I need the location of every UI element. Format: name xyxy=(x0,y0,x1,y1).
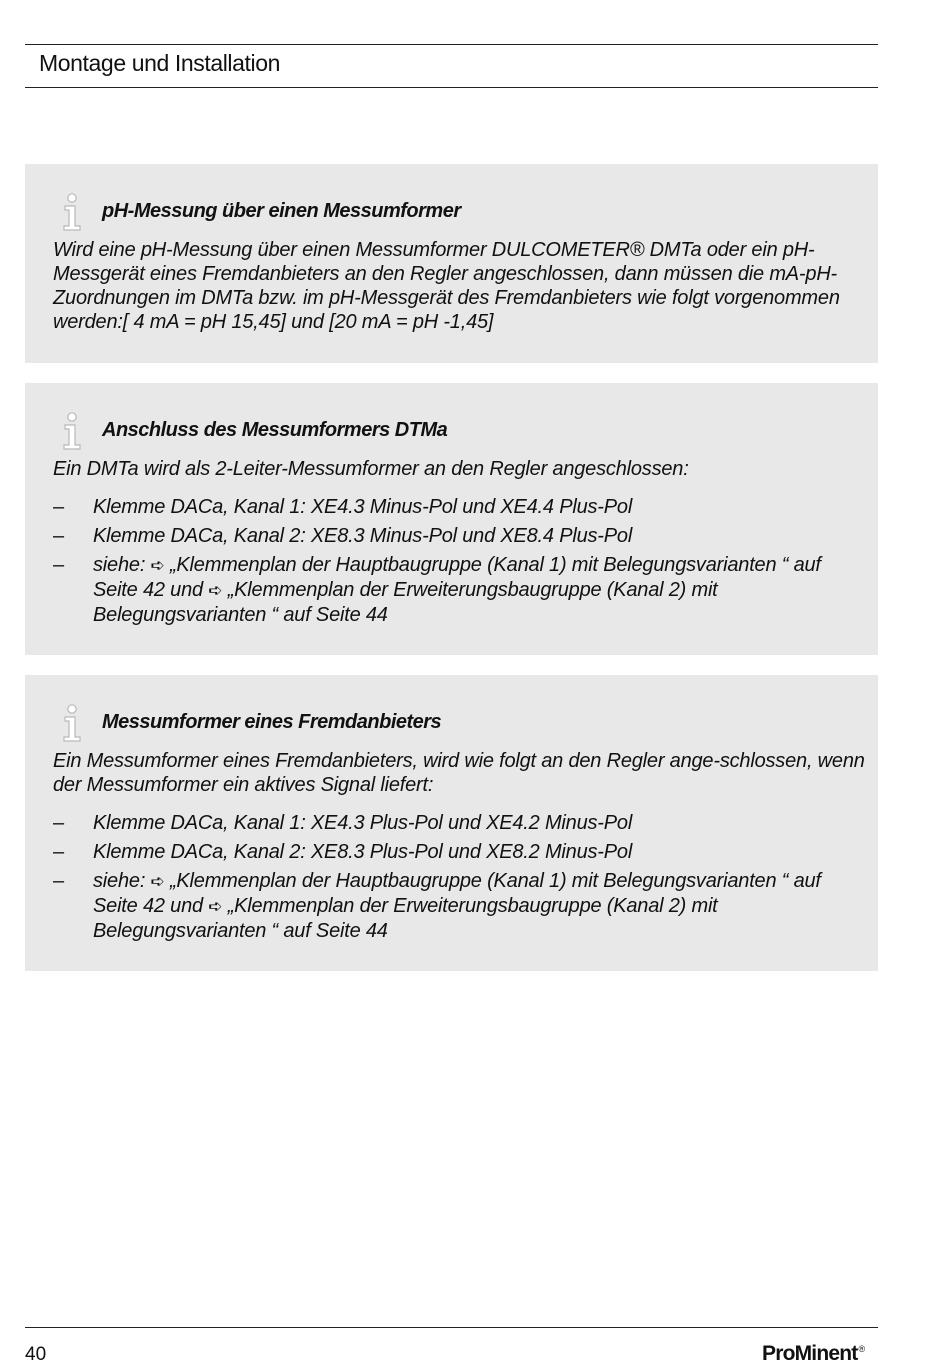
cross-reference-icon: ➪ xyxy=(150,556,165,575)
footer-rule xyxy=(25,1327,878,1328)
info-box-third-party-transducer xyxy=(25,675,878,971)
info-box-ph-measurement xyxy=(25,164,878,363)
info-box-text: Ein Messumformer eines Fremdanbieters, wird wie folgt an den Regler ange-schlossen, wenn der Messumformer ein aktives Signal liefert: xyxy=(53,750,865,796)
list-item-text: Klemme DACa, Kanal 1: XE4.3 Minus-Pol und XE4.4 Plus-Pol xyxy=(93,496,633,518)
header-top-rule xyxy=(25,44,878,45)
info-icon xyxy=(61,411,83,451)
list-item-text: Klemme DACa, Kanal 1: XE4.3 Plus-Pol und XE4.2 Minus-Pol xyxy=(93,812,633,834)
brand-logo-minent: Minent xyxy=(794,1342,858,1365)
list-item-text: Klemme DACa, Kanal 2: XE8.3 Plus-Pol und XE8.2 Minus-Pol xyxy=(93,841,633,863)
list-item xyxy=(25,495,878,519)
info-icon xyxy=(61,192,83,232)
header-bottom-rule xyxy=(25,87,878,88)
list-dash: – xyxy=(53,525,64,547)
list-item xyxy=(25,524,878,548)
terminal-list xyxy=(25,811,878,948)
cross-reference-link-main-board[interactable]: „Klemmenplan der Hauptbaugruppe (Kanal 1) mit Belegungsvarianten “ auf Seite 42 xyxy=(93,870,821,917)
list-dash: – xyxy=(53,870,64,892)
page-number: 40 xyxy=(25,1344,47,1365)
list-item-reference xyxy=(25,869,878,943)
list-item xyxy=(25,840,878,864)
brand-logo xyxy=(762,1342,864,1366)
info-box-text: Ein DMTa wird als 2-Leiter-Messumformer an den Regler angeschlossen: xyxy=(53,458,689,480)
list-item-reference xyxy=(25,553,878,627)
cross-reference-icon: ➪ xyxy=(150,872,165,891)
info-box-transducer-connection xyxy=(25,383,878,655)
reference-conjunction: und xyxy=(164,895,209,917)
list-item xyxy=(25,811,878,835)
info-box-title: pH-Messung über einen Messumformer xyxy=(102,200,461,222)
brand-registered-mark: ® xyxy=(858,1344,865,1354)
reference-prefix: siehe: xyxy=(93,554,151,576)
info-box-title: Messumformer eines Fremdanbieters xyxy=(102,711,442,733)
info-box-text: Wird eine pH-Messung über einen Messumformer DULCOMETER® DMTa oder ein pH-Messgerät eines Fremdanbieters an den Regler angeschlossen, dann müssen die mA-pH-Zuordnungen im DMTa bzw. im pH-Messgerät des Fremdanbieters wie folgt vorgenommen werden:[ 4 mA = pH 15,45] und [20 mA = pH -1,45] xyxy=(53,239,840,333)
reference-prefix: siehe: xyxy=(93,870,151,892)
list-dash: – xyxy=(53,496,64,518)
reference-conjunction: und xyxy=(164,579,209,601)
terminal-list xyxy=(25,495,878,632)
cross-reference-link-main-board[interactable]: „Klemmenplan der Hauptbaugruppe (Kanal 1) mit Belegungsvarianten “ auf Seite 42 xyxy=(93,554,821,601)
page-header-title: Montage und Installation xyxy=(39,50,281,76)
info-icon xyxy=(61,703,83,743)
info-box-title: Anschluss des Messumformers DTMa xyxy=(102,419,448,441)
cross-reference-link-extension-board[interactable]: „Klemmenplan der Erweiterungsbaugruppe (Kanal 2) mit Belegungsvarianten “ auf Seite 44 xyxy=(93,895,718,942)
cross-reference-icon: ➪ xyxy=(208,897,223,916)
list-item-text: Klemme DACa, Kanal 2: XE8.3 Minus-Pol und XE8.4 Plus-Pol xyxy=(93,525,633,547)
brand-logo-pro: Pro xyxy=(762,1342,795,1365)
list-dash: – xyxy=(53,841,64,863)
list-dash: – xyxy=(53,554,64,576)
cross-reference-link-extension-board[interactable]: „Klemmenplan der Erweiterungsbaugruppe (Kanal 2) mit Belegungsvarianten “ auf Seite 44 xyxy=(93,579,718,626)
list-dash: – xyxy=(53,812,64,834)
cross-reference-icon: ➪ xyxy=(208,581,223,600)
